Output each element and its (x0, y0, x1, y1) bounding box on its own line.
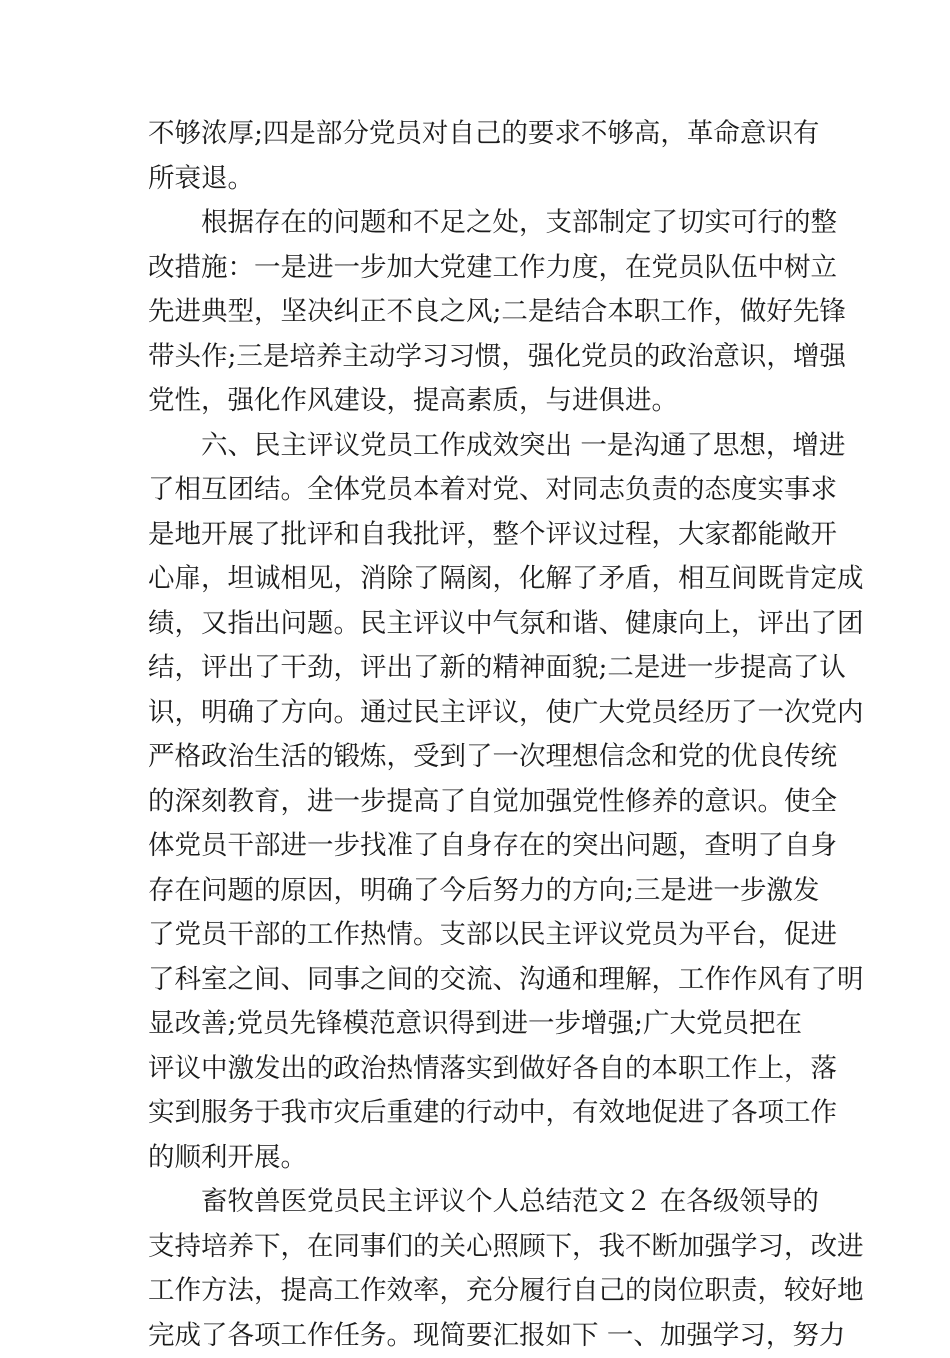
text-line: 的顺利开展。 (148, 1136, 802, 1181)
text-line: 完成了各项工作任务。现简要汇报如下 一、加强学习，努力 (148, 1314, 802, 1358)
text-line: 绩，又指出问题。民主评议中气氛和谐、健康向上，评出了团 (148, 602, 802, 647)
text-line: 党性，强化作风建设，提高素质，与进俱进。 (148, 379, 802, 424)
text-line: 不够浓厚;四是部分党员对自己的要求不够高，革命意识有 (148, 112, 802, 157)
text-line: 先进典型，坚决纠正不良之风;二是结合本职工作，做好先锋 (148, 290, 802, 335)
text-line: 支持培养下，在同事们的关心照顾下，我不断加强学习，改进 (148, 1225, 802, 1270)
text-line: 了相互团结。全体党员本着对党、对同志负责的态度实事求 (148, 468, 802, 513)
text-line: 存在问题的原因，明确了今后努力的方向;三是进一步激发 (148, 869, 802, 914)
text-line: 实到服务于我市灾后重建的行动中，有效地促进了各项工作 (148, 1091, 802, 1136)
text-line: 所衰退。 (148, 157, 802, 202)
text-line: 了科室之间、同事之间的交流、沟通和理解，工作作风有了明 (148, 958, 802, 1003)
text-line: 工作方法，提高工作效率，充分履行自己的岗位职责，较好地 (148, 1269, 802, 1314)
text-line: 识，明确了方向。通过民主评议，使广大党员经历了一次党内 (148, 691, 802, 736)
text-line: 结，评出了干劲，评出了新的精神面貌;二是进一步提高了认 (148, 646, 802, 691)
section-heading-line: 畜牧兽医党员民主评议个人总结范文２ 在各级领导的 (148, 1180, 802, 1225)
text-line: 带头作;三是培养主动学习习惯，强化党员的政治意识，增强 (148, 335, 802, 380)
text-line: 了党员干部的工作热情。支部以民主评议党员为平台，促进 (148, 913, 802, 958)
text-line: 是地开展了批评和自我批评，整个评议过程，大家都能敞开 (148, 513, 802, 558)
text-line: 严格政治生活的锻炼，受到了一次理想信念和党的优良传统 (148, 735, 802, 780)
text-line: 显改善;党员先锋模范意识得到进一步增强;广大党员把在 (148, 1002, 802, 1047)
text-line: 评议中激发出的政治热情落实到做好各自的本职工作上，落 (148, 1047, 802, 1092)
section-heading-line: 六、民主评议党员工作成效突出 一是沟通了思想，增进 (148, 424, 802, 469)
paragraph-start-line: 根据存在的问题和不足之处，支部制定了切实可行的整 (148, 201, 802, 246)
document-page (148, 112, 802, 1358)
text-line: 改措施：一是进一步加大党建工作力度，在党员队伍中树立 (148, 246, 802, 291)
text-line: 体党员干部进一步找准了自身存在的突出问题，查明了自身 (148, 824, 802, 869)
text-line: 的深刻教育，进一步提高了自觉加强党性修养的意识。使全 (148, 780, 802, 825)
text-line: 心扉，坦诚相见，消除了隔阂，化解了矛盾，相互间既肯定成 (148, 557, 802, 602)
